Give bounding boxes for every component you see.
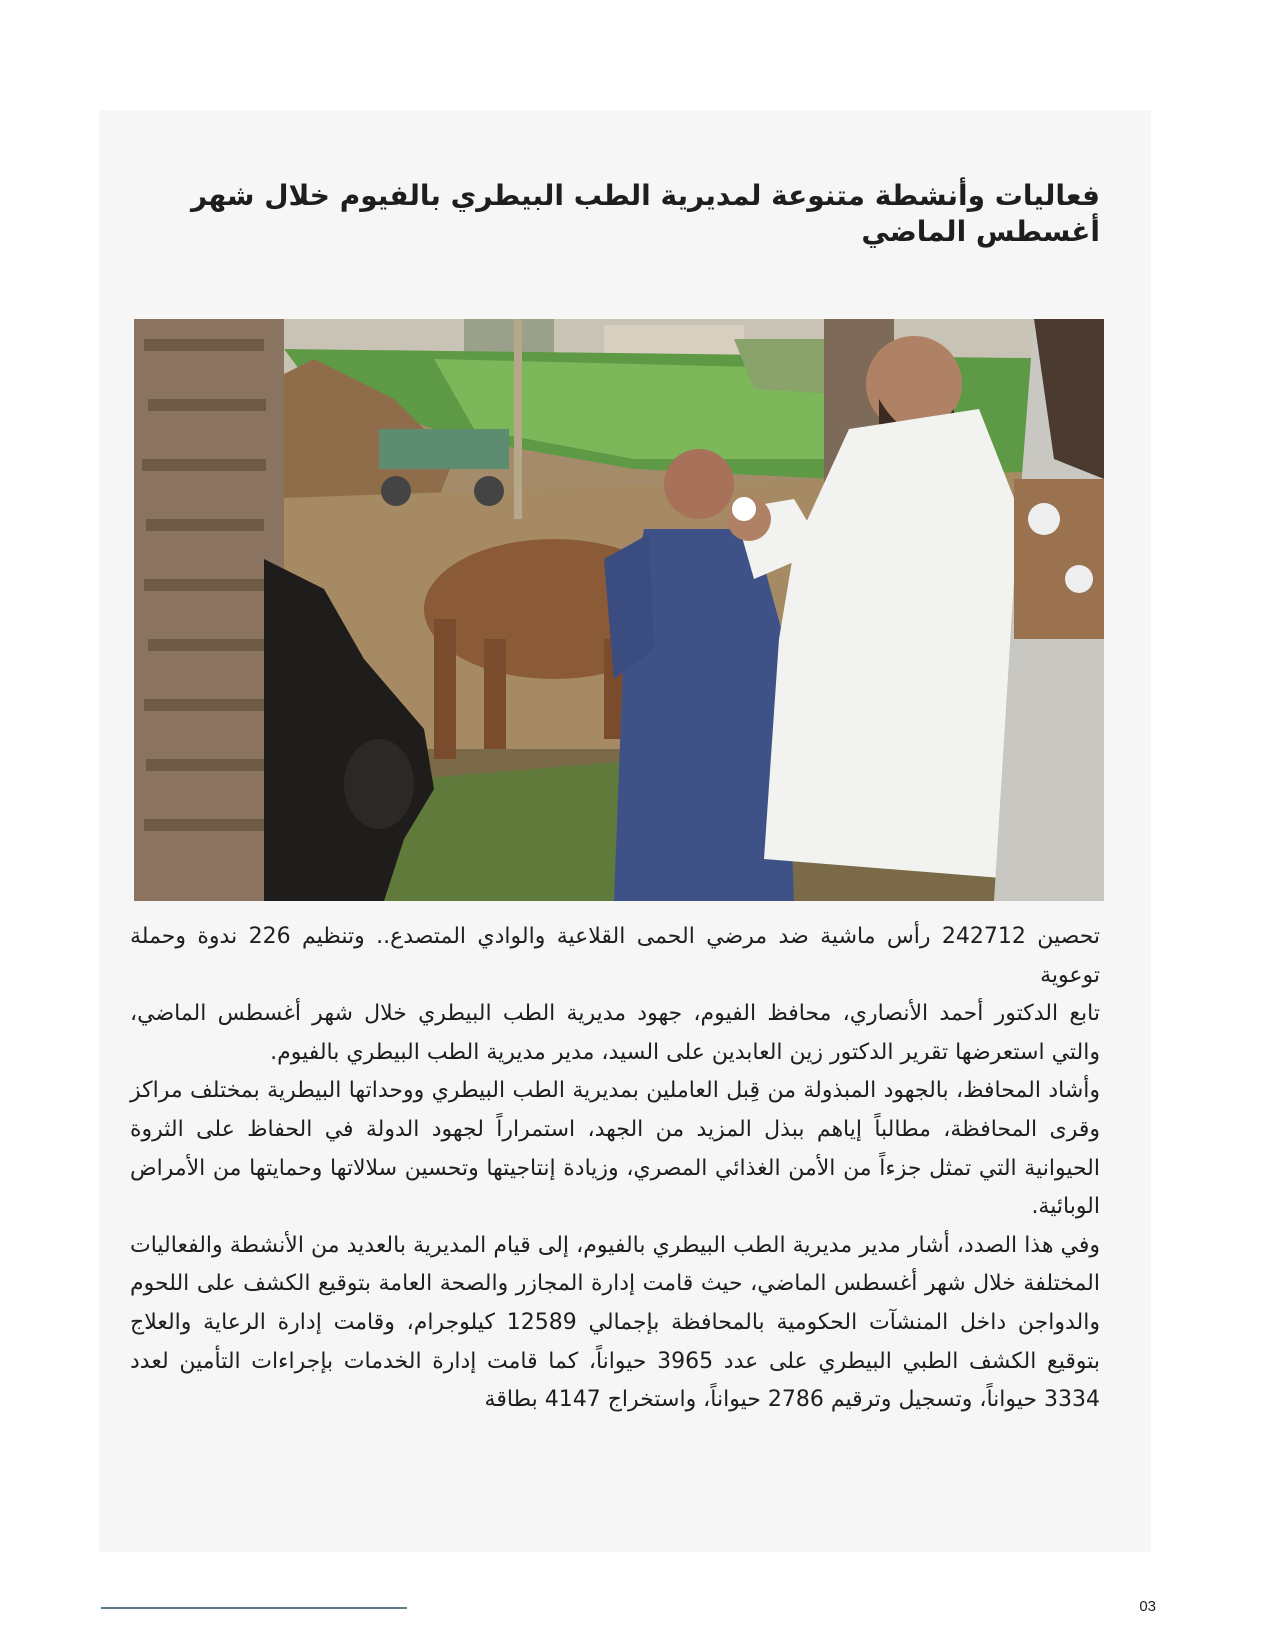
- veterinarians-with-cattle-illustration: [134, 319, 1104, 901]
- article-paragraph: وأشاد المحافظ، بالجهود المبذولة من قِبل العاملين بمديرية الطب البيطري ووحداتها البيطرية بمختلف مراكز وقرى المحافظة، مطالباً إياهم ببذل المزيد من الجهد، استمراراً لجهود الدولة في الحفاظ على الثروة الحيوانية التي تمثل جزءاً من الأمن الغذائي المصري، وزيادة إنتاجيتها وتحسين سلالاتها وحمايتها من الأمراض الوبائية.: [130, 1078, 1100, 1220]
- article-paragraph: وفي هذا الصدد، أشار مدير مديرية الطب البيطري بالفيوم، إلى قيام المديرية بالعديد من الأنشطة والفعاليات المختلفة خلال شهر أغسطس الماضي، حيث قامت إدارة المجازر والصحة العامة بتوقيع الكشف على اللحوم والدواجن داخل المنشآت الحكومية بالمحافظة بإجمالي 12589 كيلوجرام، وقامت إدارة الرعاية والعلاج بتوقيع الكشف الطبي البيطري على عدد 3965 حيواناً، كما قامت إدارة الخدمات بإجراءات التأمين لعدد 3334 حيواناً، وتسجيل وترقيم 2786 حيواناً، واستخراج 4147 بطاقة: [130, 1232, 1100, 1413]
- article-photo: [134, 319, 1104, 901]
- article-body: [130, 918, 1100, 1420]
- footer-rule: [101, 1607, 407, 1609]
- page-number: 03: [1139, 1598, 1156, 1615]
- article-paragraph: تابع الدكتور أحمد الأنصاري، محافظ الفيوم، جهود مديرية الطب البيطري خلال شهر أغسطس الماضي، والتي استعرضها تقرير الدكتور زين العابدين على السيد، مدير مديرية الطب البيطري بالفيوم.: [130, 1001, 1100, 1065]
- article-title: فعاليات وأنشطة متنوعة لمديرية الطب البيطري بالفيوم خلال شهر أغسطس الماضي: [191, 179, 1100, 248]
- article-subtitle: تحصين 242712 رأس ماشية ضد مرضي الحمى القلاعية والوادي المتصدع.. وتنظيم 226 ندوة وحملة توعوية: [130, 924, 1101, 988]
